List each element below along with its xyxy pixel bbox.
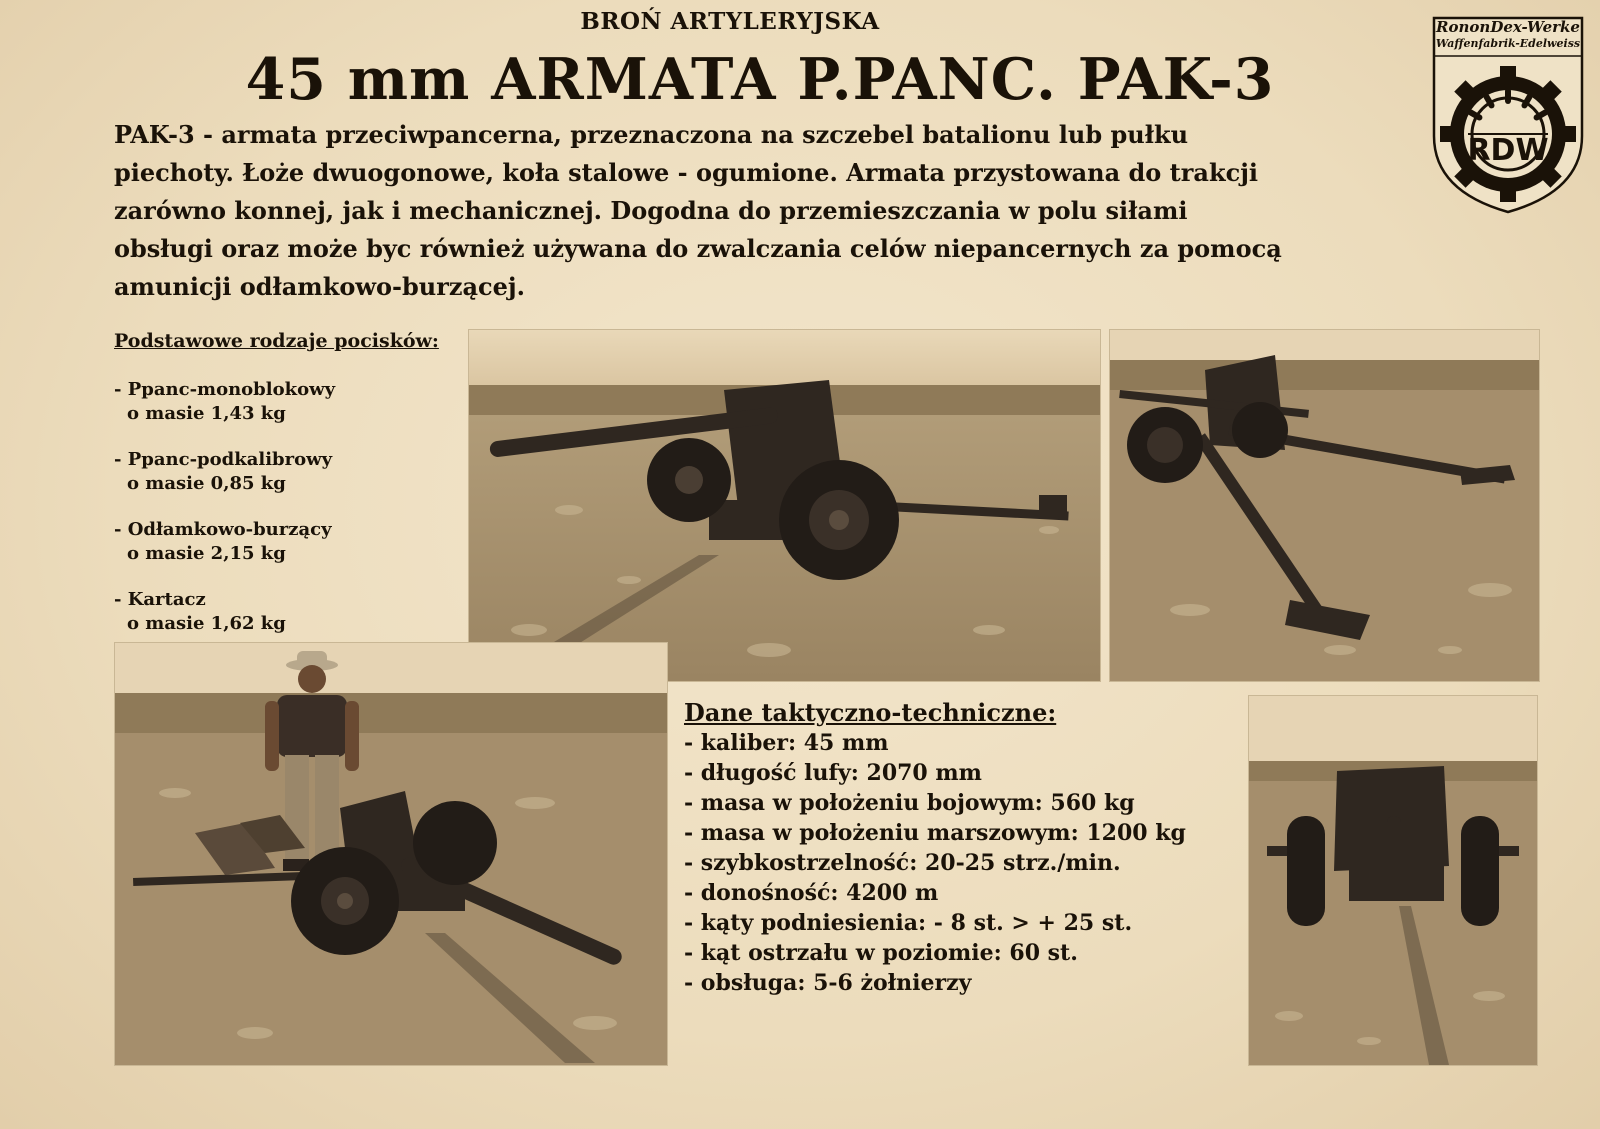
photo-soldier-with-gun [114,642,668,1066]
spec-row: - masa w położeniu bojowym: 560 kg [684,790,1135,816]
ammo-type: - Kartacz [114,589,206,610]
ammo-list [114,378,335,658]
specs-heading: Dane taktyczno-techniczne: [684,698,1057,727]
page-title: 45 mm ARMATA P.PANC. PAK-3 [245,46,1275,113]
spec-row: - kąt ostrzału w poziomie: 60 st. [684,940,1078,966]
rdw-logo [1430,16,1586,214]
description-line: PAK-3 - armata przeciwpancerna, przeznaczona na szczebel batalionu lub pułku [114,120,1189,149]
spec-row: - kąty podniesienia: - 8 st. > + 25 st. [684,910,1133,936]
logo-title: RononDex-Werke [1436,18,1580,36]
description [114,116,1414,306]
description-line: amunicji odłamkowo-burzącej. [114,272,525,301]
logo-subtitle: Waffenfabrik-Edelweiss [1435,37,1581,50]
ammo-mass: o masie 2,15 kg [127,543,286,564]
spec-row: - masa w położeniu marszowym: 1200 kg [684,820,1186,846]
specs-panel [684,698,1186,998]
ammo-item [114,588,335,636]
ammo-item [114,378,335,426]
logo-monogram: RDW [1467,133,1549,168]
photo-gun-rear [1109,329,1540,682]
spec-row: - kaliber: 45 mm [684,730,889,756]
ammo-mass: o masie 1,43 kg [127,403,286,424]
photo-gun-front-left [468,329,1101,682]
spec-row: - obsługa: 5-6 żołnierzy [684,970,972,996]
ammo-heading: Podstawowe rodzaje pocisków: [114,330,439,352]
ammo-mass: o masie 1,62 kg [127,613,286,634]
ammo-type: - Odłamkowo-burzący [114,519,332,540]
description-line: piechoty. Łoże dwuogonowe, koła stalowe - ogumione. Armata przystowana do trakcji [114,158,1258,187]
spec-row: - długość lufy: 2070 mm [684,760,982,786]
description-line: obsługi oraz może byc również używana do zwalczania celów niepancernych za pomocą [114,234,1282,263]
spec-row: - szybkostrzelność: 20-25 strz./min. [684,850,1121,876]
photo-gun-front [1248,695,1538,1066]
description-line: zarówno konnej, jak i mechanicznej. Dogodna do przemieszczania w polu siłami [114,196,1188,225]
ammo-type: - Ppanc-monoblokowy [114,379,336,400]
ammo-mass: o masie 0,85 kg [127,473,286,494]
category-heading: BROŃ ARTYLERYJSKA [580,8,880,35]
ammo-type: - Ppanc-podkalibrowy [114,449,333,470]
ammo-item [114,518,335,566]
ammo-item [114,448,335,496]
spec-row: - donośność: 4200 m [684,880,939,906]
